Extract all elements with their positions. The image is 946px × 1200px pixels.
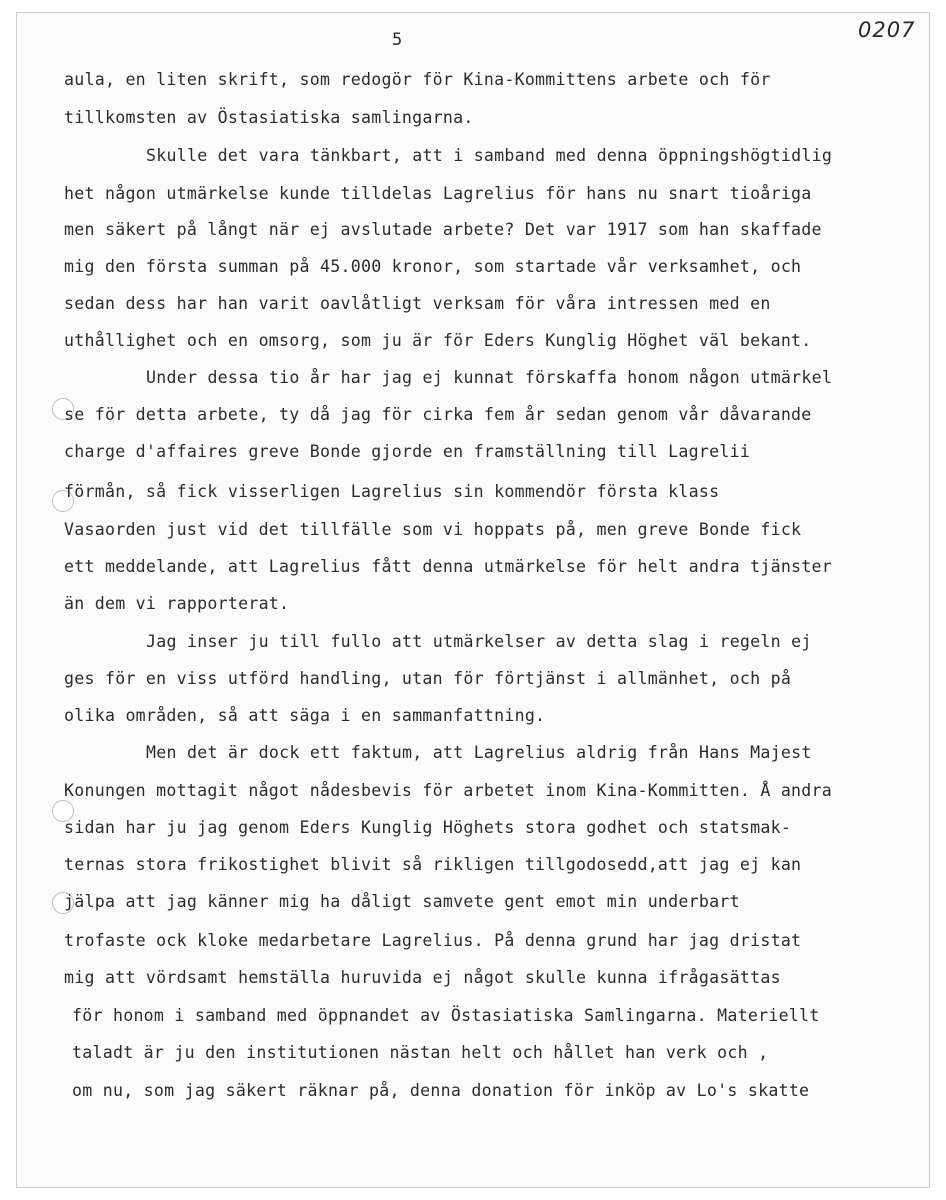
text-line: mig den första summan på 45.000 kronor, som startade vår verksamhet, och [64,257,802,276]
text-line: Jag inser ju till fullo att utmärkelser av detta slag i regeln ej [146,632,812,651]
text-line: för honom i samband med öppnandet av Östasiatiska Samlingarna. Materiellt [72,1006,820,1025]
text-line: om nu, som jag säkert räknar på, denna donation för inköp av Lo's skatte [72,1081,810,1100]
text-line: ett meddelande, att Lagrelius fått denna utmärkelse för helt andra tjänster [64,557,833,576]
text-line: Vasaorden just vid det tillfälle som vi hoppats på, men greve Bonde fick [64,520,802,539]
text-line: Konungen mottagit något nådesbevis för arbetet inom Kina-Kommitten. Å andra [64,781,833,800]
page-number: 5 [392,30,403,50]
text-line: uthållighet och en omsorg, som ju är för Eders Kunglig Höghet väl bekant. [64,331,812,350]
text-line: charge d'affaires greve Bonde gjorde en framställning till Lagrelii [64,442,751,461]
text-line: Under dessa tio år har jag ej kunnat förskaffa honom någon utmärkel [146,368,833,387]
text-line: trofaste ock kloke medarbetare Lagrelius. På denna grund har jag dristat [64,931,802,950]
text-line: Men det är dock ett faktum, att Lagrelius aldrig från Hans Majest [146,743,812,762]
text-line: förmån, så fick visserligen Lagrelius sin kommendör första klass [64,482,720,501]
text-line: mig att vördsamt hemställa huruvida ej något skulle kunna ifrågasättas [64,968,781,987]
archive-number: 0207 [858,18,916,42]
text-line: än dem vi rapporterat. [64,594,290,613]
text-line: aula, en liten skrift, som redogör för Kina-Kommittens arbete och för [64,70,771,89]
text-line: sidan har ju jag genom Eders Kunglig Höghets stora godhet och statsmak- [64,818,792,837]
text-line: olika områden, så att säga i en sammanfattning. [64,706,546,725]
text-line: jälpa att jag känner mig ha dåligt samvete gent emot min underbart [64,892,740,911]
text-line: ternas stora frikostighet blivit så rikligen tillgodosedd,att jag ej kan [64,855,802,874]
text-line: het någon utmärkelse kunde tilldelas Lagrelius för hans nu snart tioåriga [64,184,812,203]
text-line: ges för en viss utförd handling, utan för förtjänst i allmänhet, och på [64,669,792,688]
text-line: sedan dess har han varit oavlåtligt verksam för våra intressen med en [64,294,771,313]
text-line: se för detta arbete, ty då jag för cirka fem år sedan genom vår dåvarande [64,405,812,424]
text-line: Skulle det vara tänkbart, att i samband med denna öppningshögtidlig [146,146,833,165]
text-line: men säkert på långt när ej avslutade arbete? Det var 1917 som han skaffade [64,220,822,239]
text-line: taladt är ju den institutionen nästan helt och hållet han verk och , [72,1043,769,1062]
text-line: tillkomsten av Östasiatiska samlingarna. [64,108,474,127]
